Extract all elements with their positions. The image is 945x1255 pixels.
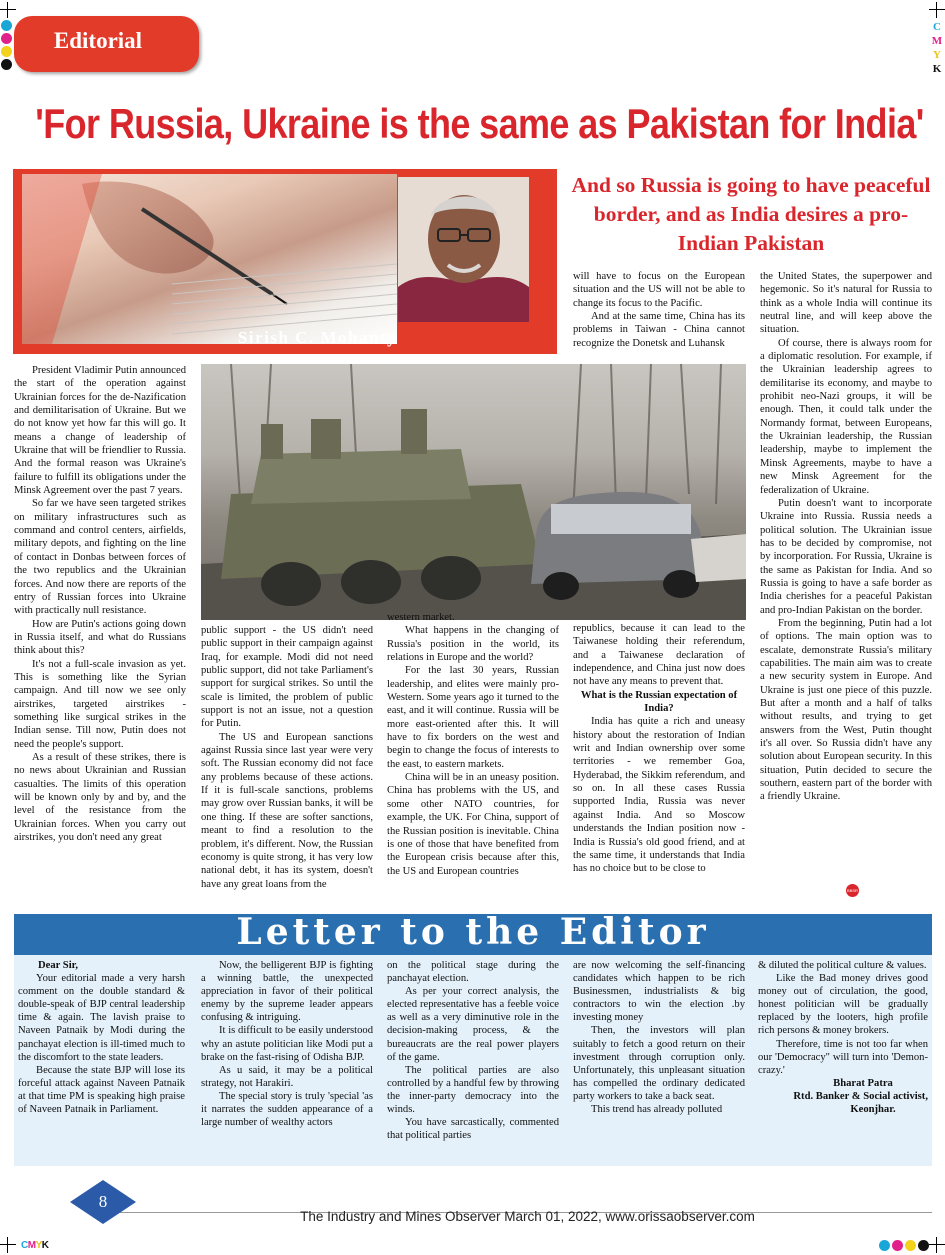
- cmyk-letter-k: K: [932, 63, 942, 75]
- signature-place: Keonjhar.: [850, 1104, 896, 1116]
- cmyk-footer-k: K: [41, 1240, 49, 1251]
- article-column-5: [760, 270, 932, 906]
- article-paragraph: Putin doesn't want to incorporate Ukraine into Russia. Russia needs a political solution. The Ukrainian issue has to be decided by compromise, not by incorporation. For Russia, Ukraine is the same as Pakistan for India. And so Russia is going to have a safe border as India cherishes for a peaceful Pakistan and pro-Indian Pakistan on the border.: [760, 497, 932, 616]
- writer-photo-panel: [13, 169, 557, 354]
- color-dot-yellow: [905, 1240, 916, 1251]
- registration-mark-top-right: [929, 2, 945, 18]
- letter-paragraph: This trend has already polluted: [591, 1104, 723, 1116]
- letter-paragraph: Your editorial made a very harsh comment on the double standard & double-speak of BJP central leadership time & again. The lavish praise to Naveen Patnaik by Modi during the panchayat election is ill-timed much to the discomfort to the state leaders.: [18, 973, 185, 1063]
- color-dot-black: [1, 59, 12, 70]
- registration-mark-bottom-left: [0, 1237, 16, 1253]
- author-portrait-icon: [398, 177, 529, 322]
- footer-text: The Industry and Mines Observer March 01, 2022, www.orissaobserver.com: [300, 1209, 755, 1224]
- tank-convoy-illustration: [201, 364, 746, 620]
- article-column-4-top: [573, 270, 745, 364]
- section-label: Editorial: [53, 28, 143, 53]
- headline: 'For Russia, Ukraine is the same as Pakistan for India': [35, 100, 924, 148]
- article-paragraph: The US and European sanctions against Russia since last year were very soft. The Russian economy did not face any problems because of these actions. If it is full-scale sanctions, problems may grow over Russian banks, it will be one thing. If these are softer sanctions, meant to find a resolution to the problem, it's different. Now, the Russian economy is quite strong, it has very low national debt, it has its system, doesn't have any great loans from the: [201, 731, 373, 890]
- letters-column-3: [387, 959, 559, 1165]
- cmyk-letter-c: C: [933, 21, 941, 33]
- signature-name: Bharat Patra: [833, 1077, 893, 1089]
- military-vehicle-photo: [201, 364, 746, 620]
- color-dot-magenta: [1, 33, 12, 44]
- article-paragraph: As a result of these strikes, there is no news about Ukrainian and Russian casualties. The limits of this operation will be known only by and by, and the level of the resistance from the Ukrainian forces. When you carry out airstrikes, you don't need any great: [14, 751, 186, 844]
- color-dot-black: [918, 1240, 929, 1251]
- letter-paragraph: As per your correct analysis, the elected representative has a feeble voice as well as a very diminutive role in the decision-making process, & the bureaucrats are the real power players of the game.: [387, 986, 559, 1063]
- letter-paragraph: The political parties are also controlled by a handful few by throwing the inner-party democracy into the winds.: [387, 1064, 559, 1116]
- letter-paragraph: are now welcoming the self-financing candidates which happen to be rich Businessmen, industrialists & big contractors to win the election .by investing money: [573, 960, 745, 1024]
- article-paragraph: public support - the US didn't need public support in their campaign against Iraq, for example. Modi did not need public support, did not take Parliament's support for surgical strikes. So until the scale is limited, the problem of public support is not an issue, not a question for Putin.: [201, 625, 373, 730]
- article-paragraph: President Vladimir Putin announced the start of the operation against Ukrainian forces for the de-Nazification and demilitarisation of Ukraine. But we do not know yet how far this will go. It means a change of leadership of Ukraine that will be friendlier to Russia. And the formal reason was Ukraine's failure to fulfill its obligations under the Minsk Agreement over the past 7 years.: [14, 365, 186, 497]
- letter-paragraph: Like the Bad money drives good money out of circulation, the good, honest politician will be gradually replaced by the looters, high profile rich persons & money brokers.: [758, 973, 928, 1037]
- article-paragraph: How are Putin's actions going down in Russia itself, and what do Russians think about this?: [14, 618, 186, 657]
- color-dot-magenta: [892, 1240, 903, 1251]
- end-mark: BBSR: [846, 884, 859, 897]
- color-dot-cyan: [1, 20, 12, 31]
- byline: Sirish C. Mohanty: [237, 328, 398, 347]
- page-number: 8: [98, 1192, 108, 1211]
- article-paragraph: republics, because it can lead to the Taiwanese holding their referendum, and a Taiwanese declaration of independence, and China just now does not have any means to prevent that.: [573, 623, 745, 688]
- signature-title: Rtd. Banker & Social activist,: [793, 1090, 928, 1102]
- color-dot-yellow: [1, 46, 12, 57]
- letters-column-2: [201, 959, 373, 1165]
- article-paragraph: will have to focus on the European situation and the US will not be able to change its focus to the Pacific.: [573, 271, 745, 309]
- article-paragraph: What happens in the changing of Russia's position in the world, its relations in Europe and the world?: [387, 625, 559, 664]
- cmyk-mark-footer: [21, 1240, 48, 1251]
- registration-mark-bottom-right: [929, 1237, 945, 1253]
- page-number-badge: [70, 1180, 136, 1224]
- article-paragraph: China will be in an uneasy position. China has problems with the US, and some other NATO countries, for example, the UK. For China, support of the Russian position is inevitable. China is one of those that have benefited from the European crisis because after this, the US and European countries: [387, 772, 559, 877]
- letter-paragraph: & diluted the political culture & values.: [758, 960, 927, 971]
- article-paragraph: the United States, the superpower and hegemonic. So it's natural for Russia to think as a whole India will continue its neutral line, and will keep above the situation.: [760, 271, 932, 336]
- cmyk-letter-y: Y: [933, 49, 941, 61]
- letters-column-5: [758, 959, 928, 1165]
- letter-paragraph: You have sarcastically, commented that political parties: [387, 1117, 559, 1142]
- cmyk-letter-m: M: [931, 35, 943, 47]
- article-column-4-bottom: [573, 622, 745, 904]
- article-paragraph: western market.: [387, 612, 455, 623]
- author-photo: [398, 177, 529, 322]
- article-paragraph: It's not a full-scale invasion as yet. This is something like the Syrian campaign. And till now we see only airstrikes, targeted airstrikes - something like surgical strikes in the Indian sense. Till now, Putin does not need the people's support.: [14, 658, 186, 750]
- letter-paragraph: Therefore, time is not too far when our 'Democracy" will turn into 'Demon-crazy.': [758, 1038, 928, 1076]
- cmyk-footer-c: C: [21, 1240, 28, 1251]
- letters-column-4: [573, 959, 745, 1165]
- cmyk-footer-m: M: [27, 1240, 36, 1251]
- letter-paragraph: on the political stage during the panchayat election.: [387, 960, 559, 985]
- article-paragraph: For the last 30 years, Russian leadership, and elites were mainly pro-Western. Some years ago it turned to the east, and it will continue. Russia will be more east-oriented after this. It will have to fix borders on the west and begin to change the focus of interests to the east, to eastern markets.: [387, 665, 559, 770]
- article-paragraph: India has quite a rich and uneasy history about the restoration of Indian writ and Indian ownership over some territories - we remember Goa, Hyderabad, the Sikkim referendum, and so on. In all these cases Russia supported India, Russia was never against India. And so Moscow understands the Indian position now - India is Russia's old good friend, and at the same time, it understands that India has no choice but to be close to: [573, 716, 745, 875]
- article-paragraph: From the beginning, Putin had a lot of options. The main option was to escalate, demonstrate Russia's military capabilities. The main aim was to create a new security system in Europe. And Ukraine is just one piece of this puzzle. But after a month and a half of talks without results, and trying to get answers from the West, Putin thought it's all over. So Russia didn't have any solution about European security. In this situation, Putin decided to secure the southern, eastern part of the border with a friendly Ukraine.: [760, 617, 932, 803]
- letter-paragraph: As u said, it may be a political strategy, not Harakiri.: [201, 1064, 373, 1089]
- article-column-2: [201, 624, 373, 904]
- letters-banner: [14, 911, 932, 955]
- article-paragraph: And at the same time, China has its problems in Taiwan - China cannot recognize the Donetsk and Luhansk: [573, 311, 745, 349]
- article-column-3: [387, 611, 559, 904]
- letters-column-1: [18, 959, 185, 1165]
- letter-paragraph: Now, the belligerent BJP is fighting a winning battle, the unexpected appreciation in favor of their political enemy by the supreme leader appears confusing & intriguing.: [201, 960, 373, 1024]
- cmyk-footer-y: Y: [35, 1240, 42, 1251]
- letter-paragraph: It is difficult to be easily understood why an astute politician like Modi put a brake on the fast-rising of Odisha BJP.: [201, 1025, 373, 1063]
- article-column-1: [14, 364, 186, 904]
- subheadline: And so Russia is going to have peaceful border, and as India desires a pro-Indian Pakistan: [571, 173, 931, 255]
- cmyk-letters-right: [931, 20, 943, 76]
- letter-paragraph: Because the state BJP will lose its forceful attack against Naveen Patnaik at that time PM is speaking high praise of Naveen Patnaik in Parliament.: [18, 1064, 185, 1116]
- letters-banner-title: Letter to the Editor: [236, 911, 710, 953]
- article-paragraph: Of course, there is always room for a diplomatic resolution. For example, if the Ukrainian leadership agrees to demilitarise its economy, and maybe to prohibit neo-Nazi groups, it will be enough. Then, it could talk under the Normandy format, between Europeans, the Ukrainian leadership, the Russian leadership, maybe to implement the Minsk Agreements, maybe to have a new Minsk Agreement for the federalization of Ukraine.: [760, 337, 932, 496]
- letter-paragraph: Then, the investors will plan suitably to fetch a good return on their investment through corruption only. Unfortunately, this unpleasant situation has compelled the ordinary dedicated party workers to take a back seat.: [573, 1025, 745, 1102]
- article-subheading: What is the Russian expectation of India?: [580, 689, 738, 715]
- color-dot-cyan: [879, 1240, 890, 1251]
- letter-salutation: Dear Sir,: [38, 960, 79, 971]
- letter-paragraph: The special story is truly 'special 'as it narrates the sudden appearance of a large number of wealthy actors: [201, 1090, 373, 1129]
- registration-mark-top-left: [0, 2, 16, 18]
- pen-writing-image: [22, 174, 397, 344]
- hand-pen-illustration: [22, 174, 397, 344]
- article-paragraph: So far we have seen targeted strikes on military infrastructures such as command and control centers, airfields, military depots, and fighting on the line of contact in Donbas between forces of the two republics and the Ukrainian forces. And now there are reports of the entry of Russian forces into Ukraine with practically null resistance.: [14, 498, 186, 617]
